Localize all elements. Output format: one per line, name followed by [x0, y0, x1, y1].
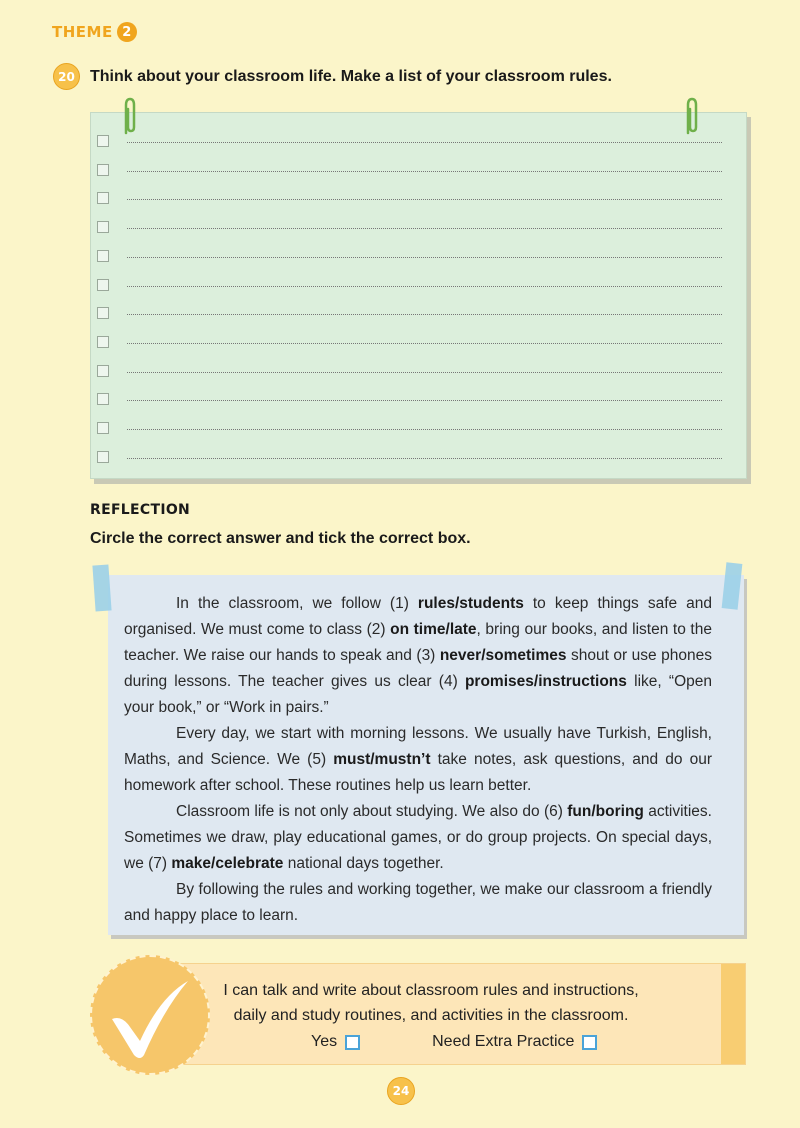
dotted-writing-line[interactable]	[127, 400, 722, 401]
yes-label: Yes	[311, 1033, 338, 1050]
rule-checkbox[interactable]	[97, 422, 109, 434]
checkmark-badge	[90, 955, 210, 1075]
rule-line[interactable]	[97, 334, 722, 348]
paperclip-icon	[683, 97, 701, 137]
dotted-writing-line[interactable]	[127, 372, 722, 373]
self-check-box	[170, 963, 746, 1065]
dotted-writing-line[interactable]	[127, 199, 722, 200]
rule-checkbox[interactable]	[97, 192, 109, 204]
rule-line[interactable]	[97, 363, 722, 377]
self-check-options	[311, 1033, 597, 1051]
rule-line[interactable]	[97, 190, 722, 204]
dotted-writing-line[interactable]	[127, 286, 722, 287]
answer-choice[interactable]: must/mustn’t	[333, 751, 431, 768]
rule-line[interactable]	[97, 277, 722, 291]
dotted-writing-line[interactable]	[127, 228, 722, 229]
rule-checkbox[interactable]	[97, 135, 109, 147]
dotted-writing-line[interactable]	[127, 171, 722, 172]
dotted-writing-line[interactable]	[127, 314, 722, 315]
rule-line[interactable]	[97, 391, 722, 405]
dotted-writing-line[interactable]	[127, 142, 722, 143]
rule-checkbox[interactable]	[97, 221, 109, 233]
answer-choice[interactable]: never/sometimes	[439, 647, 567, 664]
story-paragraph: Classroom life is not only about studying. We also do (6) fun/boring activities. Sometimes we draw, play educational games, or do group projects. On special days, we (7) make/celebrate national days together.	[124, 803, 712, 872]
page-number: 24	[387, 1077, 415, 1105]
rule-line[interactable]	[97, 449, 722, 463]
answer-choice[interactable]: fun/boring	[567, 803, 644, 820]
rule-line[interactable]	[97, 162, 722, 176]
rule-line[interactable]	[97, 133, 722, 147]
rule-line[interactable]	[97, 305, 722, 319]
task-instruction: Think about your classroom life. Make a list of your classroom rules.	[90, 67, 612, 85]
answer-choice[interactable]: make/celebrate	[171, 855, 284, 872]
reflection-title: REFLECTION	[90, 502, 191, 518]
tape-left	[92, 564, 111, 611]
rule-checkbox[interactable]	[97, 307, 109, 319]
answer-choice[interactable]: on time/late	[390, 621, 477, 638]
self-check-line-2: daily and study routines, and activities in the classroom.	[233, 1007, 629, 1024]
theme-header	[52, 22, 137, 42]
rule-checkbox[interactable]	[97, 365, 109, 377]
task-number-badge: 20	[53, 63, 80, 90]
dotted-writing-line[interactable]	[127, 458, 722, 459]
task-heading	[53, 63, 612, 90]
answer-choice[interactable]: promises/instructions	[464, 673, 627, 690]
rule-checkbox[interactable]	[97, 336, 109, 348]
dotted-writing-line[interactable]	[127, 429, 722, 430]
checkmark-icon	[92, 957, 208, 1073]
story-paragraph: In the classroom, we follow (1) rules/students to keep things safe and organised. We must come to class (2) on time/late, bring our books, and listen to the teacher. We raise our hands to speak and (3) never/sometimes shout or use phones during lessons. The teacher gives us clear (4) promises/instructions like, “Open your book,” or “Work in pairs.”	[124, 595, 712, 716]
story-paragraph: By following the rules and working together, we make our classroom a friendly and happy place to learn.	[124, 881, 712, 924]
answer-choice[interactable]: rules/students	[417, 595, 524, 612]
story-paper	[108, 575, 744, 935]
dotted-writing-line[interactable]	[127, 343, 722, 344]
tape-right	[722, 562, 743, 609]
rule-line[interactable]	[97, 420, 722, 434]
dotted-writing-line[interactable]	[127, 257, 722, 258]
rule-checkbox[interactable]	[97, 164, 109, 176]
theme-number-badge: 2	[117, 22, 137, 42]
rule-checkbox[interactable]	[97, 279, 109, 291]
rule-line[interactable]	[97, 219, 722, 233]
story-paragraph: Every day, we start with morning lessons. We usually have Turkish, English, Maths, and Science. We (5) must/mustn’t take notes, ask questions, and do our homework after school. These routines help us learn better.	[124, 725, 712, 794]
self-check-line-1: I can talk and write about classroom rules and instructions,	[223, 982, 639, 999]
extra-practice-checkbox[interactable]	[582, 1035, 597, 1050]
rule-checkbox[interactable]	[97, 451, 109, 463]
story-text	[124, 591, 712, 929]
rule-checkbox[interactable]	[97, 250, 109, 262]
reflection-instruction: Circle the correct answer and tick the correct box.	[90, 530, 471, 547]
theme-label: THEME	[52, 23, 113, 41]
rule-line[interactable]	[97, 248, 722, 262]
self-check-stripe	[721, 964, 745, 1064]
yes-checkbox[interactable]	[345, 1035, 360, 1050]
rule-checkbox[interactable]	[97, 393, 109, 405]
rules-notepad	[90, 112, 747, 479]
paperclip-icon	[121, 97, 139, 137]
extra-practice-label: Need Extra Practice	[432, 1033, 575, 1050]
